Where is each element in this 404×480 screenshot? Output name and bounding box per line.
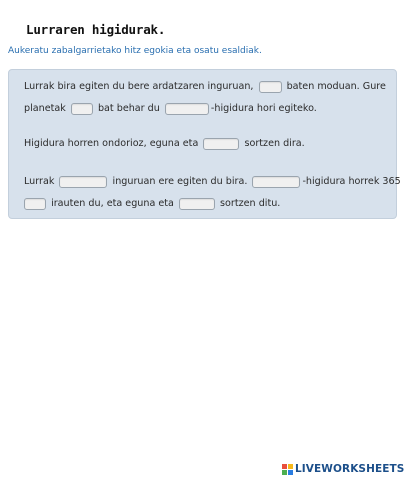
dropdown-blank-8[interactable] [179,198,215,210]
sentence-text: irauten du, eta eguna eta [51,198,174,209]
dropdown-blank-3[interactable] [165,103,209,115]
sentence-line-3 [24,137,305,152]
liveworksheets-brand: LIVEWORKSHEETS [295,463,404,475]
sentence-text: Lurrak [24,176,55,187]
sentence-text: -higidura hori egiteko. [210,103,317,114]
dropdown-blank-5[interactable] [59,176,107,188]
sentence-line-4 [24,175,401,190]
dropdown-blank-2[interactable] [71,103,93,115]
sentence-text: bat behar du [97,103,160,114]
sentence-text: sortzen ditu. [220,198,281,209]
liveworksheets-logo[interactable] [282,463,404,475]
instructions-text: Aukeratu zabalgarrietako hitz egokia eta osatu esaldiak. [8,46,262,56]
dropdown-blank-7[interactable] [24,198,46,210]
liveworksheets-logo-icon [282,464,293,475]
sentence-text: planetak [24,103,66,114]
sentence-line-5 [24,197,280,212]
exercise-panel [8,69,401,219]
sentence-text: inguruan ere egiten du bira. [112,176,248,187]
dropdown-blank-6[interactable] [252,176,300,188]
sentence-text: Lurrak bira egiten du bere ardatzaren inguruan, [24,81,254,92]
sentence-line-1 [24,80,386,95]
sentence-text: baten moduan. Gure [286,81,386,92]
page-title: Lurraren higidurak. [26,22,166,37]
sentence-text: sortzen dira. [244,138,305,149]
sentence-text: -higidura horrek 365 [302,176,401,187]
dropdown-blank-1[interactable] [259,81,282,93]
dropdown-blank-4[interactable] [203,138,239,150]
sentence-line-2 [24,102,317,117]
sentence-text: Higidura horren ondorioz, eguna eta [24,138,199,149]
